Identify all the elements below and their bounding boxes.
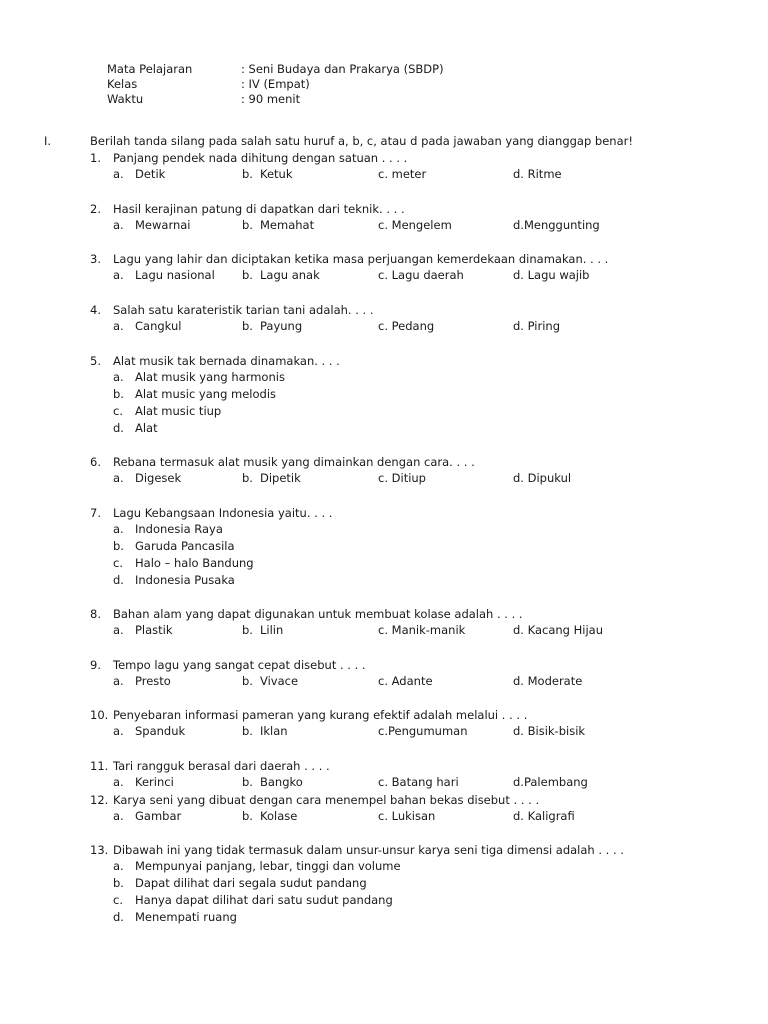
answer-option[interactable] bbox=[90, 875, 760, 892]
options-column bbox=[90, 858, 760, 926]
option-text: Moderate bbox=[527, 674, 583, 688]
option-text: Ditiup bbox=[391, 471, 426, 485]
question-item bbox=[90, 657, 760, 690]
option-letter: c. bbox=[113, 556, 123, 570]
option-text: Spanduk bbox=[135, 724, 186, 738]
option-text: Batang hari bbox=[391, 775, 459, 789]
option-letter: a. bbox=[113, 623, 124, 637]
option-text: Manik-manik bbox=[391, 623, 466, 637]
answer-option[interactable] bbox=[90, 572, 760, 589]
options-row bbox=[90, 470, 760, 487]
option-text: meter bbox=[391, 167, 427, 181]
option-letter: a. bbox=[113, 370, 124, 384]
question-text-row bbox=[90, 758, 760, 774]
option-text: Hanya dapat dilihat dari satu sudut pandang bbox=[135, 893, 393, 907]
option-text: Lagu wajib bbox=[527, 268, 590, 282]
option-letter: a. bbox=[113, 471, 124, 485]
question-number: 5. bbox=[90, 354, 101, 368]
options-row bbox=[90, 774, 760, 791]
question-number: 4. bbox=[90, 303, 101, 317]
option-letter: b. bbox=[242, 471, 253, 485]
question-item bbox=[90, 606, 760, 639]
question-text: Tempo lagu yang sangat cepat disebut . . . . bbox=[113, 658, 366, 672]
answer-option[interactable] bbox=[90, 909, 760, 926]
question-item bbox=[90, 792, 760, 825]
option-letter: d. bbox=[513, 319, 524, 333]
option-letter: b. bbox=[242, 218, 253, 232]
option-letter: a. bbox=[113, 522, 124, 536]
question-item bbox=[90, 251, 760, 284]
option-letter: c. bbox=[378, 775, 388, 789]
answer-option[interactable] bbox=[513, 808, 575, 825]
option-text: Menempati ruang bbox=[135, 910, 237, 924]
option-text: Adante bbox=[391, 674, 433, 688]
option-letter: d. bbox=[513, 623, 524, 637]
option-letter: c. bbox=[378, 218, 388, 232]
option-text: Plastik bbox=[135, 623, 173, 637]
option-text: Lilin bbox=[260, 623, 284, 637]
option-letter: a. bbox=[113, 859, 124, 873]
option-letter: c. bbox=[378, 674, 388, 688]
option-letter: c. bbox=[113, 893, 123, 907]
answer-option[interactable] bbox=[513, 622, 603, 639]
question-text: Panjang pendek nada dihitung dengan satuan . . . . bbox=[113, 151, 408, 165]
option-letter: c. bbox=[378, 167, 388, 181]
option-text: Piring bbox=[527, 319, 561, 333]
answer-option[interactable] bbox=[513, 217, 600, 234]
answer-option[interactable] bbox=[378, 217, 452, 234]
option-letter: b. bbox=[113, 876, 124, 890]
option-text: Dipukul bbox=[527, 471, 572, 485]
question-number: 9. bbox=[90, 658, 101, 672]
option-letter: c. bbox=[113, 404, 123, 418]
option-letter: d. bbox=[513, 775, 524, 789]
option-text: Lukisan bbox=[391, 809, 436, 823]
answer-option[interactable] bbox=[378, 318, 434, 335]
answer-option[interactable] bbox=[513, 318, 560, 335]
answer-option[interactable] bbox=[513, 673, 582, 690]
answer-option[interactable] bbox=[513, 723, 585, 740]
option-letter: d. bbox=[513, 167, 524, 181]
option-text: Pedang bbox=[391, 319, 435, 333]
option-letter: b. bbox=[242, 167, 253, 181]
options-row bbox=[90, 267, 760, 284]
question-text: Bahan alam yang dapat digunakan untuk membuat kolase adalah . . . . bbox=[113, 607, 523, 621]
question-text: Karya seni yang dibuat dengan cara menempel bahan bekas disebut . . . . bbox=[113, 793, 540, 807]
question-text-row bbox=[90, 150, 760, 166]
option-text: Lagu anak bbox=[260, 268, 320, 282]
question-number: 7. bbox=[90, 506, 101, 520]
option-text: Kacang Hijau bbox=[527, 623, 603, 637]
option-letter: b. bbox=[242, 268, 253, 282]
answer-option[interactable] bbox=[378, 622, 465, 639]
answer-option[interactable] bbox=[378, 774, 459, 791]
option-text: Lagu nasional bbox=[135, 268, 215, 282]
question-item bbox=[90, 758, 760, 791]
option-letter: b. bbox=[113, 539, 124, 553]
answer-option[interactable] bbox=[90, 521, 760, 538]
question-item bbox=[90, 150, 760, 183]
question-number: 8. bbox=[90, 607, 101, 621]
answer-option[interactable] bbox=[513, 267, 589, 284]
option-letter: b. bbox=[242, 319, 253, 333]
question-number: 10. bbox=[90, 708, 109, 722]
question-item bbox=[90, 505, 760, 589]
answer-option[interactable] bbox=[513, 166, 562, 183]
options-row bbox=[90, 166, 760, 183]
question-item bbox=[90, 707, 760, 740]
option-letter: b. bbox=[242, 775, 253, 789]
question-text-row bbox=[90, 842, 760, 858]
option-text: Garuda Pancasila bbox=[135, 539, 235, 553]
question-text-row bbox=[90, 454, 760, 470]
option-letter: c. bbox=[378, 724, 388, 738]
option-letter: c. bbox=[378, 623, 388, 637]
header-label: Kelas bbox=[107, 77, 138, 91]
option-letter: d. bbox=[113, 910, 124, 924]
option-letter: a. bbox=[113, 809, 124, 823]
options-row bbox=[90, 622, 760, 639]
option-text: Dapat dilihat dari segala sudut pandang bbox=[135, 876, 367, 890]
option-letter: a. bbox=[113, 674, 124, 688]
option-text: Vivace bbox=[260, 674, 299, 688]
option-text: Ritme bbox=[527, 167, 562, 181]
option-letter: a. bbox=[113, 724, 124, 738]
answer-option[interactable] bbox=[378, 166, 426, 183]
options-row bbox=[90, 318, 760, 335]
answer-option[interactable] bbox=[90, 892, 760, 909]
option-text: Detik bbox=[135, 167, 166, 181]
question-text: Lagu Kebangsaan Indonesia yaitu. . . . bbox=[113, 506, 333, 520]
option-text: Mempunyai panjang, lebar, tinggi dan volume bbox=[135, 859, 401, 873]
question-text-row bbox=[90, 353, 760, 369]
header-label: Mata Pelajaran bbox=[107, 62, 193, 76]
option-text: Memahat bbox=[260, 218, 315, 232]
option-text: Pengumuman bbox=[387, 724, 468, 738]
option-letter: d. bbox=[513, 724, 524, 738]
question-text: Lagu yang lahir dan diciptakan ketika masa perjuangan kemerdekaan dinamakan. . . . bbox=[113, 252, 609, 266]
answer-option[interactable] bbox=[90, 420, 760, 437]
option-text: Kaligrafi bbox=[527, 809, 575, 823]
question-item bbox=[90, 842, 760, 926]
answer-option[interactable] bbox=[90, 369, 760, 386]
question-text-row bbox=[90, 505, 760, 521]
answer-option[interactable] bbox=[90, 538, 760, 555]
question-text-row bbox=[90, 792, 760, 808]
option-letter: c. bbox=[378, 471, 388, 485]
answer-option[interactable] bbox=[90, 403, 760, 420]
answer-option[interactable] bbox=[378, 470, 426, 487]
question-item bbox=[90, 454, 760, 487]
option-letter: d. bbox=[513, 218, 524, 232]
question-text-row bbox=[90, 606, 760, 622]
answer-option[interactable] bbox=[90, 858, 760, 875]
answer-option[interactable] bbox=[378, 808, 435, 825]
option-letter: a. bbox=[113, 268, 124, 282]
option-text: Lagu daerah bbox=[391, 268, 464, 282]
options-row bbox=[90, 673, 760, 690]
answer-option[interactable] bbox=[378, 723, 468, 740]
option-text: Alat musik yang harmonis bbox=[135, 370, 285, 384]
question-number: 6. bbox=[90, 455, 101, 469]
option-letter: c. bbox=[378, 319, 388, 333]
question-item bbox=[90, 353, 760, 437]
option-text: Kolase bbox=[260, 809, 298, 823]
option-letter: b. bbox=[242, 674, 253, 688]
question-text: Dibawah ini yang tidak termasuk dalam unsur-unsur karya seni tiga dimensi adalah . . . . bbox=[113, 843, 624, 857]
options-row bbox=[90, 217, 760, 234]
section-number: I. bbox=[44, 134, 52, 148]
question-text-row bbox=[90, 302, 760, 318]
question-number: 2. bbox=[90, 202, 101, 216]
question-number: 11. bbox=[90, 759, 109, 773]
options-row bbox=[90, 723, 760, 740]
option-text: Alat music yang melodis bbox=[135, 387, 277, 401]
header-value: : 90 menit bbox=[241, 92, 301, 106]
options-row bbox=[90, 808, 760, 825]
option-text: Mewarnai bbox=[135, 218, 191, 232]
answer-option[interactable] bbox=[90, 386, 760, 403]
question-item bbox=[90, 201, 760, 234]
option-text: Iklan bbox=[260, 724, 288, 738]
option-text: Presto bbox=[135, 674, 171, 688]
question-text: Hasil kerajinan patung di dapatkan dari teknik. . . . bbox=[113, 202, 405, 216]
options-column bbox=[90, 369, 760, 437]
option-letter: a. bbox=[113, 319, 124, 333]
answer-option[interactable] bbox=[378, 673, 433, 690]
options-column bbox=[90, 521, 760, 589]
answer-option[interactable] bbox=[90, 555, 760, 572]
question-text: Tari rangguk berasal dari daerah . . . . bbox=[113, 759, 330, 773]
option-text: Indonesia Pusaka bbox=[135, 573, 235, 587]
option-letter: c. bbox=[378, 268, 388, 282]
header-label: Waktu bbox=[107, 92, 144, 106]
option-text: Dipetik bbox=[260, 471, 301, 485]
option-letter: d. bbox=[113, 573, 124, 587]
answer-option[interactable] bbox=[513, 774, 588, 791]
question-text-row bbox=[90, 201, 760, 217]
option-text: Halo – halo Bandung bbox=[135, 556, 254, 570]
option-letter: a. bbox=[113, 167, 124, 181]
option-letter: b. bbox=[242, 724, 253, 738]
question-text-row bbox=[90, 251, 760, 267]
option-letter: d. bbox=[513, 471, 524, 485]
option-text: Cangkul bbox=[135, 319, 182, 333]
option-letter: d. bbox=[113, 421, 124, 435]
option-letter: d. bbox=[513, 674, 524, 688]
question-number: 13. bbox=[90, 843, 109, 857]
question-text: Alat musik tak bernada dinamakan. . . . bbox=[113, 354, 340, 368]
question-text-row bbox=[90, 707, 760, 723]
option-text: Bisik-bisik bbox=[527, 724, 586, 738]
option-letter: d. bbox=[513, 268, 524, 282]
header-value: : Seni Budaya dan Prakarya (SBDP) bbox=[241, 62, 444, 76]
option-text: Alat music tiup bbox=[135, 404, 222, 418]
option-text: Digesek bbox=[135, 471, 182, 485]
header-value: : IV (Empat) bbox=[241, 77, 310, 91]
option-text: Indonesia Raya bbox=[135, 522, 223, 536]
question-text-row bbox=[90, 657, 760, 673]
question-text: Salah satu karateristik tarian tani adalah. . . . bbox=[113, 303, 374, 317]
option-letter: a. bbox=[113, 218, 124, 232]
option-text: Alat bbox=[135, 421, 158, 435]
option-letter: a. bbox=[113, 775, 124, 789]
question-text: Rebana termasuk alat musik yang dimainkan dengan cara. . . . bbox=[113, 455, 475, 469]
answer-option[interactable] bbox=[378, 267, 464, 284]
option-text: Ketuk bbox=[260, 167, 293, 181]
option-text: Payung bbox=[260, 319, 303, 333]
option-text: Bangko bbox=[260, 775, 303, 789]
section-instruction: Berilah tanda silang pada salah satu huruf a, b, c, atau d pada jawaban yang dianggap benar! bbox=[90, 134, 633, 148]
question-number: 12. bbox=[90, 793, 109, 807]
question-number: 3. bbox=[90, 252, 101, 266]
option-text: Palembang bbox=[523, 775, 588, 789]
option-letter: b. bbox=[242, 623, 253, 637]
option-text: Gambar bbox=[135, 809, 182, 823]
question-text: Penyebaran informasi pameran yang kurang efektif adalah melalui . . . . bbox=[113, 708, 528, 722]
option-letter: c. bbox=[378, 809, 388, 823]
option-text: Kerinci bbox=[135, 775, 174, 789]
option-text: Mengelem bbox=[391, 218, 452, 232]
option-letter: b. bbox=[242, 809, 253, 823]
question-item bbox=[90, 302, 760, 335]
option-letter: d. bbox=[513, 809, 524, 823]
option-letter: b. bbox=[113, 387, 124, 401]
question-number: 1. bbox=[90, 151, 101, 165]
option-text: Menggunting bbox=[523, 218, 600, 232]
answer-option[interactable] bbox=[513, 470, 571, 487]
